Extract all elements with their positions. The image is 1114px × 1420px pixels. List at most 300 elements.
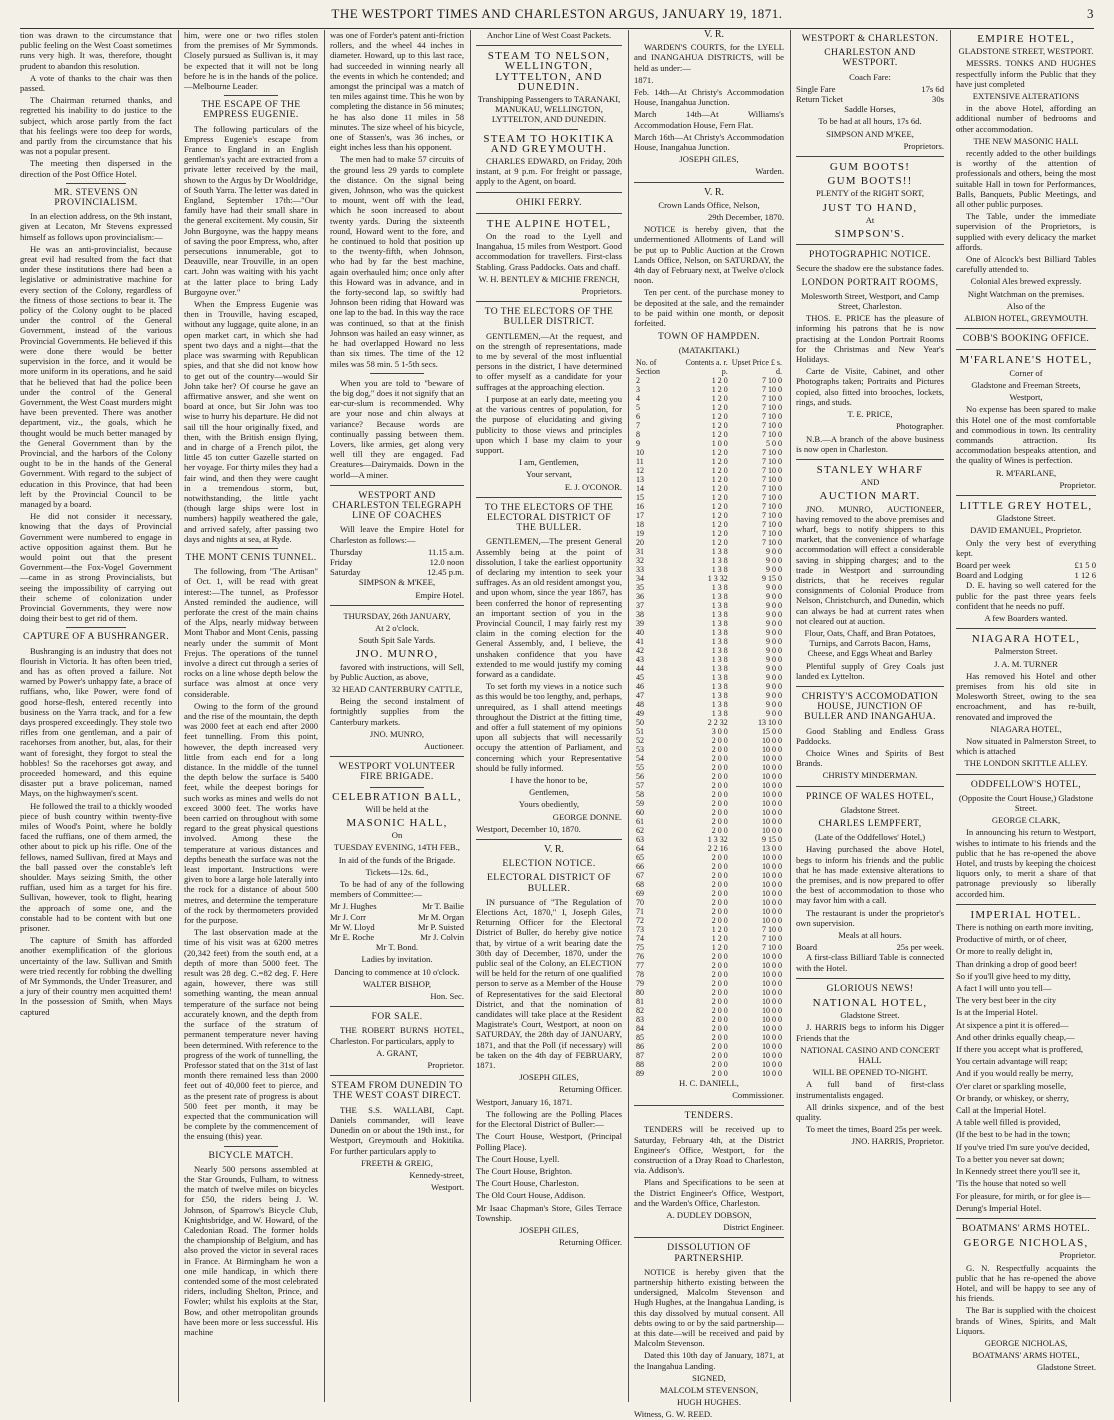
table-cell: 7 10 0 bbox=[762, 510, 782, 520]
divider bbox=[66, 627, 127, 628]
divider bbox=[66, 183, 127, 184]
article-text: was one of Forder's patent anti-friction rollers, and the wheel 44 inches in diameter. Howard, up to this last race, had succeeded in winning nearly all the events in which he contended; and amongst the principal was a match of ten miles against time. This he won by completing the distance in 56 minutes; he has also done 11 miles in 58 minutes. The size wheel of his bicycle, one of Stassen's, was 36 inches, or eight inches less than his opponent. bbox=[330, 30, 464, 153]
table-cell: 9 0 0 bbox=[766, 681, 782, 691]
table-cell: 71 bbox=[636, 906, 644, 916]
ad-text: Coach Fare: bbox=[849, 71, 891, 82]
table-cell: 87 bbox=[636, 1050, 644, 1060]
table-cell: 2 0 0 bbox=[711, 825, 728, 835]
column-rule bbox=[628, 30, 629, 1402]
table-cell: 1 3 8 bbox=[711, 609, 728, 619]
table-header: Upset Price £ s. d. bbox=[731, 357, 782, 376]
divider bbox=[956, 774, 1096, 775]
article-heading: THE ESCAPE OF THE EMPRESS EUGENIE. bbox=[201, 99, 301, 121]
ad-signature: SIMPSON & M'KEE, bbox=[358, 577, 436, 588]
polling-place: The Court House, Charleston. bbox=[476, 1178, 579, 1189]
ad-text: Night Watchman on the premises. bbox=[967, 288, 1085, 299]
table-cell: 10 0 0 bbox=[762, 951, 782, 961]
column-rule bbox=[470, 30, 471, 1402]
ad-heading: GEORGE NICHOLAS, bbox=[963, 1237, 1089, 1250]
ad-text: WARDEN'S COURTS, for the LYELL and INANGAHUA DISTRICTS, will be held as under:— bbox=[634, 42, 784, 73]
board-row: Board per week £1 5 0 bbox=[956, 559, 1096, 570]
ad-text: (Late of the Oddfellows' Hotel,) bbox=[814, 832, 926, 843]
article-text: The last observation made at the time of his visit was at 6200 metres (20,342 feet) from the south end, at a depth of more than 5000 feet. The result was 28 deg. C.=82 deg. F. Here again, however, there was still something wanting, the mean annual temperature of the surface not being accurately known, and the depth from the surface of the stratum of permanent temperature never having been determined. With reference to the progress of the work of tunnelling, the Professor stated that on the 31st of last month there remained less than 2000 feet out of 40,000 feet to pierce, and as the present rate of progress is about 500 feet per month, it may be expected that the communication will be complete by the commencement of the ensuing (this) year. bbox=[184, 927, 318, 1142]
table-cell: 1 3 8 bbox=[711, 672, 728, 682]
table-cell: 52 bbox=[636, 735, 644, 745]
ad-text: Proprietor. bbox=[1059, 1250, 1096, 1261]
divider bbox=[476, 192, 622, 193]
table-row bbox=[634, 394, 784, 403]
court-date: March 14th—At Williams's Accommodation House, Fern Flat. bbox=[634, 109, 784, 130]
table-cell: 34 bbox=[636, 573, 644, 583]
table-row bbox=[634, 1069, 784, 1078]
table-row bbox=[634, 997, 784, 1006]
table-cell: 2 0 0 bbox=[711, 870, 728, 880]
ad-text: To be had at all hours, 17s 6d. bbox=[818, 116, 922, 127]
ad-heading: OHIKI FERRY. bbox=[516, 196, 582, 208]
table-row bbox=[634, 871, 784, 880]
ad-text: GENTLEMEN,—At the request, and on the strength of representations, made to me by several of the most influential persons in the district, I have determined to offer myself as a candidate for your suffrages at the approaching election. bbox=[476, 330, 622, 392]
table-cell: 74 bbox=[636, 933, 644, 943]
poem-line: In Kennedy street there you'll see it, bbox=[956, 1166, 1080, 1177]
table-cell: 1 3 8 bbox=[711, 636, 728, 646]
ad-heading: LONDON PORTRAIT ROOMS, bbox=[801, 276, 939, 288]
table-cell: 10 0 0 bbox=[762, 762, 782, 772]
article-text: The following, from "The Artisan" of Oct. 1, will be read with great interest:—The tunnel, as Professor Ansted reminded the audience, will perforate the crest of the main chains of the Alps, nearly midway between Mont Thabor and Mont Cenis, passing nearly under the summit of Mont Frejus. The operations of the tunnel involve a direct cut through a series of rocks on a line whose depth below the surface was almost at once very considerable. bbox=[184, 566, 318, 699]
article-text: He followed the trail to a thickly wooded piece of bush country within twenty-five miles of Wood's Point, where he boldly faced the ruffians, one of them armed, the other about to pick up his rifle. One of the fellows, named Sullivan, fired at Mays and the ball passed over the constable's left shoulder. Mays seizing Smith, the other ruffian, used him as a target for his fire. Sullivan, however, took to flight, hearing the approach of some one, and the constable had to be content with but one prisoner. bbox=[20, 800, 172, 934]
table-cell: 9 0 0 bbox=[766, 600, 782, 610]
table-row bbox=[634, 1015, 784, 1024]
table-cell: 84 bbox=[636, 1023, 644, 1033]
table-cell: 61 bbox=[636, 816, 644, 826]
article-heading: CAPTURE OF A BUSHRANGER. bbox=[22, 631, 170, 643]
table-cell: 81 bbox=[636, 996, 644, 1006]
table-cell: 1 3 8 bbox=[711, 654, 728, 664]
table-cell: 10 0 0 bbox=[762, 807, 782, 817]
table-cell: 1 2 0 bbox=[711, 465, 728, 475]
timetable-row: Thursday 11.15 a.m. bbox=[330, 546, 464, 557]
ad-heading: TOWN OF HAMPDEN. bbox=[658, 331, 760, 343]
ad-signature: Returning Officer. bbox=[559, 1237, 622, 1248]
table-row bbox=[634, 574, 784, 583]
divider bbox=[370, 787, 424, 788]
ad-text: Having purchased the above Hotel, begs to inform his friends and the public that he has made extensive alterations to the premises, and is now prepared to offer the best of accommodation to those who may favor him with a call. bbox=[796, 844, 944, 906]
ad-text: TENDERS will be received up to Saturday, February 4th, at the District Engineer's Office, Westport, for the construction of a Dray Road to Charleston, via. Addison's. bbox=[634, 1124, 784, 1176]
masthead-title: THE WESTPORT TIMES AND CHARLESTON ARGUS, JANUARY 19, 1871. bbox=[331, 6, 783, 21]
ad-signature: GEORGE NICHOLAS, bbox=[984, 1337, 1068, 1348]
divider bbox=[330, 1075, 464, 1076]
ad-signature: GEORGE CLARK, bbox=[991, 815, 1061, 826]
ad-text: in the above Hotel, affording an additional number of bedrooms and other accommodation. bbox=[956, 103, 1096, 134]
table-row bbox=[634, 412, 784, 421]
table-row bbox=[634, 529, 784, 538]
ad-text: Only the very best of everything kept. bbox=[956, 537, 1096, 558]
ad-text: In aid of the funds of the Brigade. bbox=[338, 854, 456, 865]
ad-signature: Hon. Sec. bbox=[430, 991, 464, 1002]
royal-arms-mark: V. R. bbox=[703, 186, 725, 198]
ad-heading: SIMPSON'S. bbox=[834, 228, 906, 241]
table-cell: 7 10 0 bbox=[762, 411, 782, 421]
polling-place: The Court House, Lyell. bbox=[476, 1153, 560, 1164]
poem-line: You certain advantage will reap; bbox=[956, 1056, 1068, 1067]
ad-text: NOTICE is hereby given, that the undermentioned Allotments of Land will be put up to Public Auction at the Crown Lands Office, Nelson, on SATURDAY, the 4th day of February next, at Twelve o'clock noon. bbox=[634, 224, 784, 286]
ad-text: Westport, bbox=[1009, 392, 1043, 403]
ad-text: AND bbox=[860, 477, 880, 488]
table-cell: 2 2 32 bbox=[707, 717, 728, 727]
table-cell: 9 0 0 bbox=[766, 555, 782, 565]
ad-text: TUESDAY EVENING, 14TH FEB., bbox=[334, 842, 460, 853]
table-cell: 10 0 0 bbox=[762, 861, 782, 871]
ad-signature: Photographer. bbox=[896, 421, 944, 432]
article-text: The following particulars of the Empress Eugenie's escape from France to England in an English gentleman's yacht are extracted from a private letter received by the mail, shown to the Argus by Dr Wooldridge, of South Yarra. The letter was dated in England, September 17th:—"Our family have had their small share in the general excitement. My cousin, Sir John Burgoyne, was the happy means of saving the poor Empress, who, after persecutions innumerable, got to Deauville, near Trouville, in an open cart. John was waiting with his yacht at the latter place to bring Lady Burgoyne over." bbox=[184, 123, 318, 297]
table-cell: 9 15 0 bbox=[762, 573, 782, 583]
ad-heading: MASONIC HALL, bbox=[346, 817, 448, 830]
article-text: When you are told to "beware of the big dog," does it not signify that an ear-cur-slum is recommended. Why are your nose and chin always at variance? Because words are continually passing between them. Lovers, like armies, get along very well till they are engaged. Fad Creatures—Dairymaids. Down in the world—A miner. bbox=[330, 377, 464, 480]
table-cell: 3 0 0 bbox=[711, 726, 728, 736]
ad-signature: District Engineer. bbox=[723, 1222, 784, 1233]
ad-heading: COBB'S BOOKING OFFICE. bbox=[962, 333, 1090, 345]
ad-text: Gladstone Street. bbox=[840, 804, 900, 815]
ad-text: The Table, under the immediate supervision of the Proprietors, is supplied with every delicacy the market affords. bbox=[956, 211, 1096, 252]
table-cell: 45 bbox=[636, 672, 644, 682]
ad-signature: JOSEPH GILES, bbox=[679, 154, 739, 165]
table-cell: 13 0 0 bbox=[762, 843, 782, 853]
ad-text: Corner of bbox=[1009, 367, 1043, 378]
ad-signature: A. GRANT, bbox=[376, 1047, 418, 1058]
table-cell: 9 0 0 bbox=[766, 618, 782, 628]
table-row bbox=[634, 601, 784, 610]
ad-text: N.B.—A branch of the above business is now open in Charleston. bbox=[796, 433, 944, 454]
board-row: Board 25s per week. bbox=[796, 942, 944, 953]
table-cell: 7 10 0 bbox=[762, 393, 782, 403]
poem-line: There is nothing on earth more inviting, bbox=[956, 922, 1094, 933]
table-cell: 83 bbox=[636, 1014, 644, 1024]
ad-text: All drinks sixpence, and of the best quality. bbox=[796, 1101, 944, 1123]
table-cell: 1 3 8 bbox=[711, 663, 728, 673]
ad-text: Will leave the Empire Hotel for Charleston as follows:— bbox=[330, 524, 464, 545]
polling-place: The Court House, Brighton. bbox=[476, 1165, 573, 1176]
ad-signature: HUGH HUGHES. bbox=[677, 1397, 741, 1408]
table-cell: 9 0 0 bbox=[766, 609, 782, 619]
ad-heading: DISSOLUTION OF PARTNERSHIP. bbox=[667, 1242, 751, 1264]
table-cell: 2 0 0 bbox=[711, 879, 728, 889]
table-cell: 7 10 0 bbox=[762, 429, 782, 439]
table-cell: 35 bbox=[636, 582, 644, 592]
ad-heading: ODDFELLOW'S HOTEL, bbox=[970, 778, 1082, 790]
table-row bbox=[634, 754, 784, 763]
poem-line: For pleasure, for mirth, or for glee is— bbox=[956, 1190, 1091, 1201]
committee-row: Mr W. Lloyd Mr P. Suisted bbox=[330, 921, 464, 932]
table-cell: 10 0 0 bbox=[762, 879, 782, 889]
table-row bbox=[634, 862, 784, 871]
table-row bbox=[634, 763, 784, 772]
table-row bbox=[634, 421, 784, 430]
divider bbox=[330, 605, 464, 606]
table-cell: 1 3 8 bbox=[711, 600, 728, 610]
table-cell: 7 10 0 bbox=[762, 447, 782, 457]
table-cell: 9 0 0 bbox=[766, 582, 782, 592]
ad-signature: SIGNED, bbox=[692, 1372, 726, 1383]
table-cell: 1 2 0 bbox=[711, 933, 728, 943]
table-row bbox=[634, 682, 784, 691]
ad-heading: LITTLE GREY HOTEL, bbox=[959, 499, 1093, 512]
table-row bbox=[634, 970, 784, 979]
page-number: 3 bbox=[1087, 6, 1094, 21]
divider bbox=[330, 485, 464, 486]
divider bbox=[796, 156, 944, 157]
article-text: tion was drawn to the circumstance that public feeling on the West Coast sometimes runs very high. It was, therefore, thought prudent to abandon this resolution. bbox=[20, 30, 172, 71]
table-cell: 10 0 0 bbox=[762, 906, 782, 916]
table-cell: 9 0 0 bbox=[766, 654, 782, 664]
ad-signature: Auctioneer. bbox=[424, 741, 464, 751]
royal-arms-mark: V. R. bbox=[703, 29, 725, 40]
poem-line: Or brandy, or whiskey, or sherry, bbox=[956, 1092, 1069, 1103]
article-text: He was an anti-provincialist, because great evil had resulted from the fact that under these institutions there had been a legislative or administrative machine for every section of the Colony, regardless of the fitness of those sections to bear it. The policy of the Colony ought to be placed under the control of the General Government, instead of the various Provincial Governments. He believed if this were done there would be better supervision in the force, and it would be more uniform in its operations, and he said that he believed that had the police been under the control of the General Government, the West Coast murders might have been prevented. There was another department, viz., the goals, which he thought would be much better managed by the General Government than by the Provincial, and the harbors of the Colony ought to be in the hands of the General Government. With regard to the subject of education in this Province, that had been left by the Provincial Council to be managed by a board. bbox=[20, 243, 172, 509]
table-cell: 51 bbox=[636, 726, 644, 736]
ad-text: Molesworth Street, Westport, and Camp Street, Charleston. bbox=[800, 290, 940, 312]
table-cell: 9 0 0 bbox=[766, 546, 782, 556]
ad-text: (Opposite the Court House,) Gladstone Street. bbox=[958, 792, 1094, 813]
table-cell: 3 bbox=[636, 384, 640, 394]
ad-heading: CHARLESTON AND WESTPORT. bbox=[824, 47, 916, 69]
table-cell: 2 2 16 bbox=[707, 843, 728, 853]
table-cell: 80 bbox=[636, 987, 644, 997]
poem-line: (If the best to be had in the town; bbox=[956, 1129, 1071, 1140]
ad-text: A full band of first-class instrumentalists engaged. bbox=[796, 1079, 944, 1100]
ad-text: Also of the bbox=[1006, 300, 1046, 311]
divider bbox=[634, 182, 784, 183]
ad-text: CHARLES EDWARD, on Friday, 20th instant, at 9 p.m. For freight or passage, apply to the Agent, on board. bbox=[476, 156, 622, 187]
table-cell: 15 0 0 bbox=[762, 726, 782, 736]
article-text: The capture of Smith has afforded another exemplification of the glorious uncertainty of the law. Sullivan and Smith were tried recently for robbing the dwelling of Mr Symmonds, the Under Treasurer, and a jury of their country men acquitted them! In the possession of Smith, when Mays captured bbox=[20, 935, 172, 1017]
table-cell: 53 bbox=[636, 744, 644, 754]
table-cell: 1 2 0 bbox=[711, 492, 728, 502]
table-cell: 36 bbox=[636, 591, 644, 601]
table-row bbox=[634, 943, 784, 952]
table-cell: 5 0 0 bbox=[766, 438, 782, 448]
divider bbox=[520, 129, 578, 130]
table-cell: 13 10 0 bbox=[758, 717, 782, 727]
ad-signature: Witness, G. W. REED. bbox=[634, 1409, 713, 1420]
ad-text: Ten per cent. of the purchase money to be deposited at the sale, and the remainder to be paid within one month, or deposit forfeited. bbox=[634, 287, 784, 329]
table-cell: 10 0 0 bbox=[762, 987, 782, 997]
table-row bbox=[634, 916, 784, 925]
article-heading: MR. STEVENS ON PROVINCIALISM. bbox=[54, 186, 138, 209]
ad-text: One of Alcock's best Billiard Tables carefully attended to. bbox=[956, 254, 1096, 275]
ad-heading: CELEBRATION BALL, bbox=[332, 790, 462, 803]
table-cell: 10 0 0 bbox=[762, 969, 782, 979]
table-cell: 10 0 0 bbox=[762, 915, 782, 925]
table-cell: 7 10 0 bbox=[762, 402, 782, 412]
poem-line: O'er claret or sparkling moselle, bbox=[956, 1080, 1067, 1091]
divider bbox=[634, 1105, 784, 1106]
table-cell: 7 10 0 bbox=[762, 375, 782, 385]
table-header: No. of Section bbox=[636, 357, 660, 376]
ad-heading: PRINCE OF WALES HOTEL, bbox=[805, 790, 934, 802]
divider bbox=[476, 497, 622, 498]
table-cell: 7 10 0 bbox=[762, 483, 782, 493]
ad-signature: Yours obediently, bbox=[518, 799, 580, 810]
ad-text: EXTENSIVE ALTERATIONS bbox=[972, 91, 1080, 102]
divider bbox=[796, 244, 944, 245]
table-cell: 2 0 0 bbox=[711, 996, 728, 1006]
table-cell: 10 0 0 bbox=[762, 771, 782, 781]
table-row bbox=[634, 448, 784, 457]
ad-text: G. N. Respectfully acquaints the public that he has re-opened the above Hotel, and will be happy to see any of his friends. bbox=[956, 1262, 1096, 1304]
table-cell: 2 0 0 bbox=[711, 1032, 728, 1042]
ad-text: NIAGARA HOTEL, bbox=[990, 723, 1062, 734]
poem-line: The very best beer in the city bbox=[956, 995, 1057, 1006]
table-cell: 7 10 0 bbox=[762, 501, 782, 511]
ad-text: recently added to the other buildings is worthy of the attention of professionals and others, being the most suitable Hall in town for Performances, Balls, Banquets, Public Meetings, and all other public purposes. bbox=[956, 148, 1096, 210]
table-cell: 2 0 0 bbox=[711, 1059, 728, 1069]
divider bbox=[224, 548, 278, 549]
table-row bbox=[634, 853, 784, 862]
ad-text: 1871. bbox=[634, 74, 654, 85]
table-cell: 1 2 0 bbox=[711, 375, 728, 385]
table-cell: 1 2 0 bbox=[711, 501, 728, 511]
column-6 bbox=[796, 30, 944, 1402]
table-cell: 2 0 0 bbox=[711, 771, 728, 781]
table-cell: 20 bbox=[636, 537, 644, 547]
divider bbox=[956, 495, 1096, 496]
table-cell: 2 0 0 bbox=[711, 1014, 728, 1024]
ad-signature: Returning Officer. bbox=[559, 1084, 622, 1095]
ad-heading: WESTPORT & CHARLESTON. bbox=[801, 33, 939, 44]
table-cell: 86 bbox=[636, 1041, 644, 1051]
table-row bbox=[634, 385, 784, 394]
table-cell: 67 bbox=[636, 870, 644, 880]
poem-line: Is at the Imperial Hotel. bbox=[956, 1007, 1038, 1018]
table-cell: 9 0 0 bbox=[766, 672, 782, 682]
divider bbox=[224, 1146, 278, 1147]
table-row bbox=[634, 475, 784, 484]
table-row bbox=[634, 781, 784, 790]
table-cell: 2 0 0 bbox=[711, 978, 728, 988]
table-cell: 2 0 0 bbox=[711, 780, 728, 790]
table-cell: 75 bbox=[636, 942, 644, 952]
ad-text: THE LONDON SKITTLE ALLEY. bbox=[964, 758, 1088, 769]
table-cell: 2 0 0 bbox=[711, 753, 728, 763]
table-cell: 41 bbox=[636, 636, 644, 646]
table-cell: 2 0 0 bbox=[711, 744, 728, 754]
ad-signature: FREETH & GREIG, bbox=[361, 1157, 433, 1168]
fare-row: Single Fare 17s 6d bbox=[796, 83, 944, 94]
table-cell: 1 2 0 bbox=[711, 384, 728, 394]
column-4 bbox=[476, 30, 622, 1402]
table-cell: 65 bbox=[636, 852, 644, 862]
ad-text: (MATAKITAKI.) bbox=[678, 345, 740, 356]
ad-text: Plentiful supply of Grey Coals just landed ex Lyttelton. bbox=[796, 660, 944, 681]
ad-heading: M'FARLANE'S HOTEL, bbox=[959, 354, 1093, 367]
ad-heading: TENDERS. bbox=[684, 1110, 734, 1122]
ad-signature: Empire Hotel. bbox=[415, 589, 464, 600]
ad-signature: Warden. bbox=[755, 166, 784, 177]
table-row bbox=[634, 1024, 784, 1033]
table-cell: 60 bbox=[636, 807, 644, 817]
ad-heading: GUM BOOTS! bbox=[829, 161, 911, 174]
committee-list bbox=[330, 901, 464, 952]
table-cell: 13 bbox=[636, 474, 644, 484]
article-text: In an election address, on the 9th instant, given at Lecaton, Mr Stevens expressed himself as follows upon provincialism:— bbox=[20, 211, 172, 242]
table-cell: 2 0 0 bbox=[711, 1050, 728, 1060]
table-row bbox=[634, 745, 784, 754]
table-cell: 1 3 8 bbox=[711, 645, 728, 655]
table-cell: 2 0 0 bbox=[711, 1005, 728, 1015]
ad-heading: WESTPORT AND CHARLESTON TELEGRAPH LINE OF COACHES bbox=[332, 489, 462, 522]
table-cell: 1 3 8 bbox=[711, 690, 728, 700]
article-heading: BICYCLE MATCH. bbox=[208, 1149, 294, 1161]
fare-row: Return Ticket 30s bbox=[796, 94, 944, 105]
ad-text: GENTLEMEN,—The present General Assembly being at the point of dissolution, I take the earliest opportunity of declaring my intention to seek your suffrages. As an old resident amongst you, and upon whom, since the year 1867, has been conferred the honor of representing an important section of you in the Provincial Council, I may fairly rest my claim in the coming election for the General Assembly, and, I believe, the unshaken confidence that you have extended to me would justify my coming forward as a candidate. bbox=[476, 536, 622, 679]
table-cell: 31 bbox=[636, 546, 644, 556]
poem-line: Productive of mirth, or of cheer, bbox=[956, 934, 1067, 945]
table-cell: 9 0 0 bbox=[766, 699, 782, 709]
table-cell: 7 10 0 bbox=[762, 465, 782, 475]
table-cell: 10 0 0 bbox=[762, 1068, 782, 1078]
table-cell: 70 bbox=[636, 897, 644, 907]
table-row bbox=[634, 1042, 784, 1051]
ad-signature: BOATMANS' ARMS HOTEL, bbox=[972, 1350, 1080, 1361]
table-cell: 9 0 0 bbox=[766, 564, 782, 574]
ad-date: 29th December, 1870. bbox=[707, 212, 784, 223]
table-cell: 1 2 0 bbox=[711, 456, 728, 466]
article-text: When the Empress Eugenie was then in Trouville, having escaped, without any luggage, quite alone, in an open market cart, in which she had spent two days and a night—that the place was swarming with Republican spies, and that she did not know how to get out of the country—would Sir John take her? Of course he gave an affirmative answer, and she went on board at once, but Sir John was too wise to hurry his departure. He did not sail till the hour originally fixed, and then, with the British ensign flying, and in charge of a French pilot, the little 45 ton cutter Gazelle started on her voyage. For thirty miles they had a fair wind, and then they were caught in a tremendous storm, but, notwithstanding, the little yacht (though large ships were lost in numbers) happily weathered the gale, and arrived safely, after passing two days and nights at sea, at Ryde. bbox=[184, 299, 318, 544]
ad-heading: STANLEY WHARF bbox=[816, 463, 924, 476]
table-cell: 10 0 0 bbox=[762, 1032, 782, 1042]
ad-text: No expense has been spared to make this Hotel one of the most comfortable and commodious in town. Its centrality commands attraction. Its accommodation bespeaks attention, and the quality of Wines is perfection. bbox=[956, 404, 1096, 466]
table-cell: 89 bbox=[636, 1068, 644, 1078]
table-cell: 7 10 0 bbox=[762, 933, 782, 943]
ad-text: Ladies by invitation. bbox=[361, 954, 433, 965]
table-row bbox=[634, 538, 784, 547]
ad-signature: Your servant, bbox=[526, 469, 572, 480]
ad-heading: TO THE ELECTORS OF THE BULLER DISTRICT. bbox=[484, 306, 614, 328]
ad-text: I purpose at an early date, meeting you at the various centres of population, for the purpose of elucidating and giving publicity to those views and principles upon which I base my claim to your support. bbox=[476, 393, 622, 455]
ad-heading: EMPIRE HOTEL, bbox=[977, 33, 1075, 45]
table-cell: 50 bbox=[636, 717, 644, 727]
divider bbox=[956, 628, 1096, 629]
ad-heading: JNO. MUNRO, bbox=[355, 648, 439, 661]
poem-line: And if you would really be merry, bbox=[956, 1068, 1074, 1079]
table-cell: 9 0 0 bbox=[766, 627, 782, 637]
ad-text: South Spit Sale Yards. bbox=[358, 635, 436, 646]
column-1 bbox=[20, 30, 172, 1402]
table-cell: 14 bbox=[636, 483, 644, 493]
table-cell: 2 0 0 bbox=[711, 798, 728, 808]
table-cell: 46 bbox=[636, 681, 644, 691]
ad-text: At 2 o'clock. bbox=[375, 622, 419, 633]
ad-text: Being the second instalment of fortnightly supplies from the Canterbury markets. bbox=[330, 696, 464, 727]
table-cell: 15 bbox=[636, 492, 644, 502]
article-text: Nearly 500 persons assembled at the Star Grounds, Fulham, to witness the match of twelve miles on bicycles for £50, the riders being J. W. Johnson, of Sparrow's Bicycle Club, Knightsbridge, and W. Howard, of the Caledonian Road. The former holds the championship of Belgium, and has also proved the victor in several races in France. At Birmingham he won a one mile handicap, in which there contended some of the most celebrated riders, including Shelton, Prince, and Fowler; whilst his exploits at the Star, Bow, and other metropolitan grounds have been more or less successful. His machine bbox=[184, 1163, 318, 1337]
table-cell: 9 0 0 bbox=[766, 708, 782, 718]
table-cell: 1 2 0 bbox=[711, 474, 728, 484]
poem-line: And other drinks equally cheap,— bbox=[956, 1031, 1075, 1042]
table-cell: 10 0 0 bbox=[762, 789, 782, 799]
table-row bbox=[634, 889, 784, 898]
ad-text: PLENTY of the RIGHT SORT, bbox=[816, 188, 924, 199]
ad-signature: J. A. M. TURNER bbox=[994, 658, 1058, 669]
column-3 bbox=[330, 30, 464, 1402]
table-cell: 2 0 0 bbox=[711, 807, 728, 817]
table-cell: 8 bbox=[636, 429, 640, 439]
table-cell: 54 bbox=[636, 753, 644, 763]
table-cell: 1 2 0 bbox=[711, 393, 728, 403]
table-cell: 7 10 0 bbox=[762, 474, 782, 484]
committee-row: Mr J. Hughes Mr T. Bailie bbox=[330, 901, 464, 912]
table-row bbox=[634, 961, 784, 970]
ad-text: THOS. E. PRICE has the pleasure of informing his patrons that he is now practising at the London Portrait Rooms for the Christmas and New Year's Holidays. bbox=[796, 313, 944, 365]
